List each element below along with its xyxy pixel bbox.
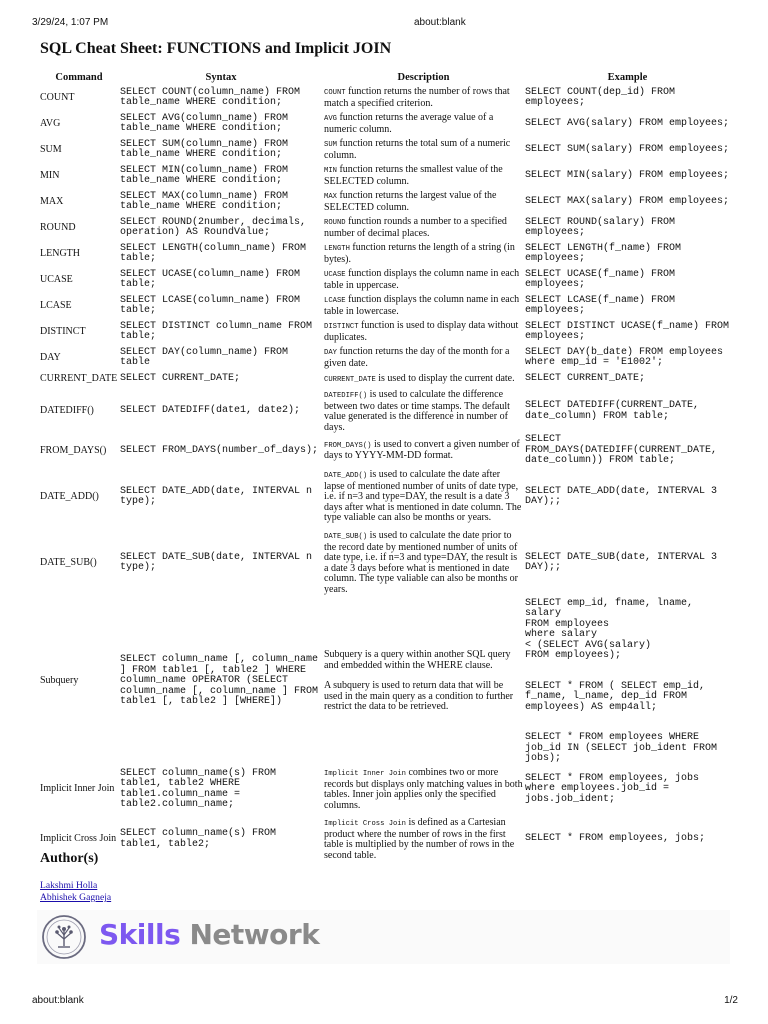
table-row	[39, 467, 731, 528]
desc-code: AVG	[324, 115, 337, 123]
row-syntax: SELECT DATE_ADD(date, INTERVAL n type);	[120, 485, 313, 507]
row-description	[323, 293, 524, 319]
row-description	[323, 85, 524, 111]
table-header-row	[39, 71, 731, 85]
row-description	[323, 163, 524, 189]
desc-text: function displays the column name in each table in lowercase.	[324, 294, 520, 317]
desc-text: is used to calculate the date after lapse of mentioned number of units of date type, i.e. if n=3 and type=DAY, the result is a date 3 days after what is mentioned in date column. The type valiable can also be months or years.	[324, 469, 522, 524]
desc-code: LENGTH	[324, 245, 350, 253]
table-row	[39, 189, 731, 215]
desc-code: UCASE	[324, 271, 346, 279]
row-command: MIN	[40, 169, 60, 181]
row-example: SELECT AVG(salary) FROM employees;	[525, 117, 730, 129]
table-row	[39, 319, 731, 345]
subquery-example-2: SELECT * FROM ( SELECT emp_id, f_name, l_name, dep_id FROM employees) AS emp4all;	[525, 680, 712, 713]
row-example: SELECT DISTINCT UCASE(f_name) FROM employees;	[525, 320, 730, 342]
desc-text: function returns the number of rows that match a specified criterion.	[324, 86, 510, 109]
table-row	[39, 241, 731, 267]
cheat-sheet-table	[39, 71, 731, 865]
row-syntax: SELECT LCASE(column_name) FROM table;	[120, 294, 301, 316]
row-command: DISTINCT	[40, 325, 86, 337]
row-command: DAY	[40, 351, 61, 363]
table-row	[39, 388, 731, 435]
desc-text: function returns the day of the month for a given date.	[324, 346, 510, 369]
desc-code: MIN	[324, 167, 337, 175]
row-description	[323, 467, 524, 528]
desc-text: is defined as a Cartesian product where the number of rows in the first table is multiplied by the number of rows in the second table.	[324, 817, 515, 861]
subquery-desc-1: Subquery is a query within another SQL query and embedded within the WHERE clause.	[324, 649, 514, 671]
row-description	[323, 241, 524, 267]
table-row	[39, 293, 731, 319]
row-example: SELECT MIN(salary) FROM employees;	[525, 169, 730, 181]
row-example: SELECT DATEDIFF(CURRENT_DATE, date_column) FROM table;	[525, 400, 700, 422]
row-command: DATE_ADD()	[40, 490, 99, 502]
row-description	[323, 528, 524, 599]
desc-code: SUM	[324, 141, 337, 149]
footer-url: about:blank	[32, 995, 84, 1006]
row-example: SELECT UCASE(f_name) FROM employees;	[525, 268, 676, 290]
desc-text: function returns the length of a string (in bytes).	[324, 242, 515, 265]
table-row	[39, 371, 731, 388]
row-example: SELECT ROUND(salary) FROM employees;	[525, 216, 676, 238]
desc-code: DAY	[324, 349, 337, 357]
brand-name	[99, 918, 319, 951]
row-syntax: SELECT DATEDIFF(date1, date2);	[120, 405, 301, 417]
desc-code: DATEDIFF()	[324, 392, 368, 400]
row-description	[323, 137, 524, 163]
desc-code: MAX	[324, 193, 337, 201]
row-syntax: SELECT ROUND(2number, decimals, operation) AS RoundValue;	[120, 216, 307, 238]
author-link[interactable]: Abhishek Gagneja	[40, 892, 112, 903]
desc-text: function returns the average value of a numeric column.	[324, 112, 494, 135]
row-description	[323, 371, 524, 388]
row-syntax: SELECT AVG(column_name) FROM table_name WHERE condition;	[120, 112, 289, 134]
desc-code: CURRENT_DATE	[324, 375, 376, 384]
row-description	[323, 111, 524, 137]
desc-code: DISTINCT	[324, 323, 359, 331]
skills-network-banner	[37, 910, 730, 964]
row-syntax: SELECT SUM(column_name) FROM table_name WHERE condition;	[120, 138, 289, 160]
row-command: LENGTH	[40, 247, 80, 259]
row-command: FROM_DAYS()	[40, 444, 107, 456]
row-syntax: SELECT COUNT(column_name) FROM table_name WHERE condition;	[120, 86, 301, 108]
desc-text: function returns the largest value of the SELECTED column.	[324, 190, 497, 213]
skills-network-logo-icon	[40, 913, 88, 961]
row-syntax: SELECT MIN(column_name) FROM table_name WHERE condition;	[120, 164, 289, 186]
row-description	[323, 215, 524, 241]
table-row-subquery	[39, 599, 731, 765]
desc-text: function displays the column name in each table in uppercase.	[324, 268, 520, 291]
desc-code: FROM_DAYS()	[324, 441, 372, 450]
row-example: SELECT DATE_ADD(date, INTERVAL 3 DAY);;	[525, 485, 718, 507]
row-syntax: SELECT column_name(s) FROM table1, table2;	[120, 828, 277, 850]
row-description	[323, 319, 524, 345]
table-row-cross-join	[39, 815, 731, 865]
table-row-inner-join	[39, 765, 731, 815]
desc-code: Implicit Cross Join	[324, 820, 406, 828]
row-example: SELECT DATE_SUB(date, INTERVAL 3 DAY);;	[525, 551, 718, 573]
col-header-description: Description	[397, 71, 450, 83]
desc-code: DATE_SUB()	[324, 533, 368, 541]
row-syntax: SELECT FROM_DAYS(number_of_days);	[120, 444, 319, 456]
row-command: LCASE	[40, 299, 72, 311]
print-datetime: 3/29/24, 1:07 PM	[32, 17, 109, 28]
browser-print-header	[32, 17, 738, 31]
row-example: SELECT SUM(salary) FROM employees;	[525, 143, 730, 155]
desc-code: DATE_ADD()	[324, 472, 368, 481]
brand-name-part2: Network	[180, 918, 320, 951]
row-example: SELECT CURRENT_DATE;	[525, 373, 646, 385]
table-row	[39, 215, 731, 241]
row-example: SELECT MAX(salary) FROM employees;	[525, 195, 730, 207]
row-description	[323, 388, 524, 435]
row-syntax: SELECT UCASE(column_name) FROM table;	[120, 268, 301, 290]
row-syntax: SELECT DAY(column_name) FROM table	[120, 346, 289, 368]
row-command: SUM	[40, 143, 62, 155]
row-description	[323, 815, 524, 865]
row-example: SELECT COUNT(dep_id) FROM employees;	[525, 86, 676, 108]
author-link[interactable]: Lakshmi Holla	[40, 880, 98, 891]
row-syntax: SELECT column_name(s) FROM table1, table2 WHERE table1.column_name = table2.column_name;	[120, 767, 277, 810]
desc-text: function returns the smallest value of the SELECTED column.	[324, 164, 503, 187]
subquery-example-3: SELECT * FROM employees WHERE job_id IN (SELECT job_ident FROM jobs);	[525, 732, 724, 764]
row-example: SELECT LCASE(f_name) FROM employees;	[525, 294, 676, 316]
row-example: SELECT FROM_DAYS(DATEDIFF(CURRENT_DATE, date_column)) FROM table;	[525, 434, 718, 466]
author-list	[40, 880, 111, 904]
desc-code: COUNT	[324, 89, 346, 97]
col-header-syntax: Syntax	[205, 71, 237, 83]
row-command: DATEDIFF()	[40, 405, 94, 417]
table-row	[39, 528, 731, 599]
browser-print-footer	[32, 995, 738, 1009]
table-row	[39, 435, 731, 467]
row-description	[323, 435, 524, 467]
row-command: Implicit Cross Join	[40, 833, 117, 845]
col-header-example: Example	[607, 71, 648, 83]
row-syntax: SELECT MAX(column_name) FROM table_name WHERE condition;	[120, 190, 289, 212]
row-example	[524, 599, 731, 765]
desc-text: is used to display the current date.	[375, 372, 515, 384]
desc-text: function is used to display data without duplicates.	[324, 320, 519, 343]
desc-code: LCASE	[324, 297, 346, 305]
row-example: SELECT DAY(b_date) FROM employees where emp_id = 'E1002';	[525, 346, 724, 368]
row-syntax: SELECT CURRENT_DATE;	[120, 373, 241, 385]
row-example: SELECT * FROM employees, jobs where employees.job_id = jobs.job_ident;	[525, 772, 700, 805]
desc-text: combines two or more records but displays only matching values in both tables. Inner join applies only the specified columns.	[324, 767, 523, 811]
row-example: SELECT LENGTH(f_name) FROM employees;	[525, 242, 682, 264]
row-example: SELECT * FROM employees, jobs;	[525, 833, 706, 845]
table-row	[39, 267, 731, 293]
row-command: COUNT	[40, 91, 75, 103]
row-command: ROUND	[40, 221, 76, 233]
desc-code: ROUND	[324, 219, 346, 227]
row-command: DATE_SUB()	[40, 556, 97, 568]
desc-text: is used to calculate the date prior to the record date by mentioned number of units of date type, i.e. if n=3 and type=DAY, the result is a date 3 days before what is mentioned in date column. The type valiable can also be months or years.	[324, 530, 518, 595]
row-description	[323, 599, 524, 765]
row-description	[323, 189, 524, 215]
row-syntax: SELECT DISTINCT column_name FROM table;	[120, 320, 313, 342]
row-syntax: SELECT DATE_SUB(date, INTERVAL n type);	[120, 551, 313, 573]
table-row	[39, 85, 731, 111]
subquery-desc-2: A subquery is used to return data that will be used in the main query as a condition to further restrict the data to be retrieved.	[324, 680, 516, 713]
page-number: 1/2	[724, 995, 738, 1006]
row-syntax: SELECT column_name [, column_name ] FROM table1 [, table2 ] WHERE column_name OPERATOR (SELECT column_name [, column_name ] FROM table1 [, table2 ] [WHERE])	[120, 654, 319, 708]
authors-heading: Author(s)	[40, 851, 99, 866]
row-command: MAX	[40, 195, 64, 207]
row-command: UCASE	[40, 273, 73, 285]
desc-text: is used to convert a given number of days to YYYY-MM-DD format.	[324, 438, 520, 462]
row-command: Subquery	[40, 675, 79, 687]
row-command: AVG	[40, 117, 61, 129]
table-row	[39, 345, 731, 371]
desc-code: Implicit Inner Join	[324, 770, 406, 778]
desc-text: function rounds a number to a specified number of decimal places.	[324, 216, 507, 239]
row-command: CURRENT_DATE	[40, 373, 118, 385]
row-syntax: SELECT LENGTH(column_name) FROM table;	[120, 242, 307, 264]
table-body	[39, 85, 731, 865]
row-command: Implicit Inner Join	[40, 783, 115, 795]
page-title: SQL Cheat Sheet: FUNCTIONS and Implicit JOIN	[40, 40, 392, 57]
row-description	[323, 267, 524, 293]
row-description	[323, 765, 524, 815]
row-description	[323, 345, 524, 371]
subquery-example-1: SELECT emp_id, fname, lname, salary FROM employees where salary < (SELECT AVG(salary) FROM employees);	[525, 597, 694, 661]
table-row	[39, 163, 731, 189]
table-row	[39, 111, 731, 137]
col-header-command: Command	[55, 71, 103, 83]
print-url: about:blank	[414, 17, 466, 28]
brand-name-part1: Skills	[99, 918, 181, 951]
table-row	[39, 137, 731, 163]
desc-text: is used to calculate the difference between two dates or time stamps. The default value generated is the difference in number of days.	[324, 389, 510, 433]
desc-text: function returns the total sum of a numeric column.	[324, 138, 511, 161]
